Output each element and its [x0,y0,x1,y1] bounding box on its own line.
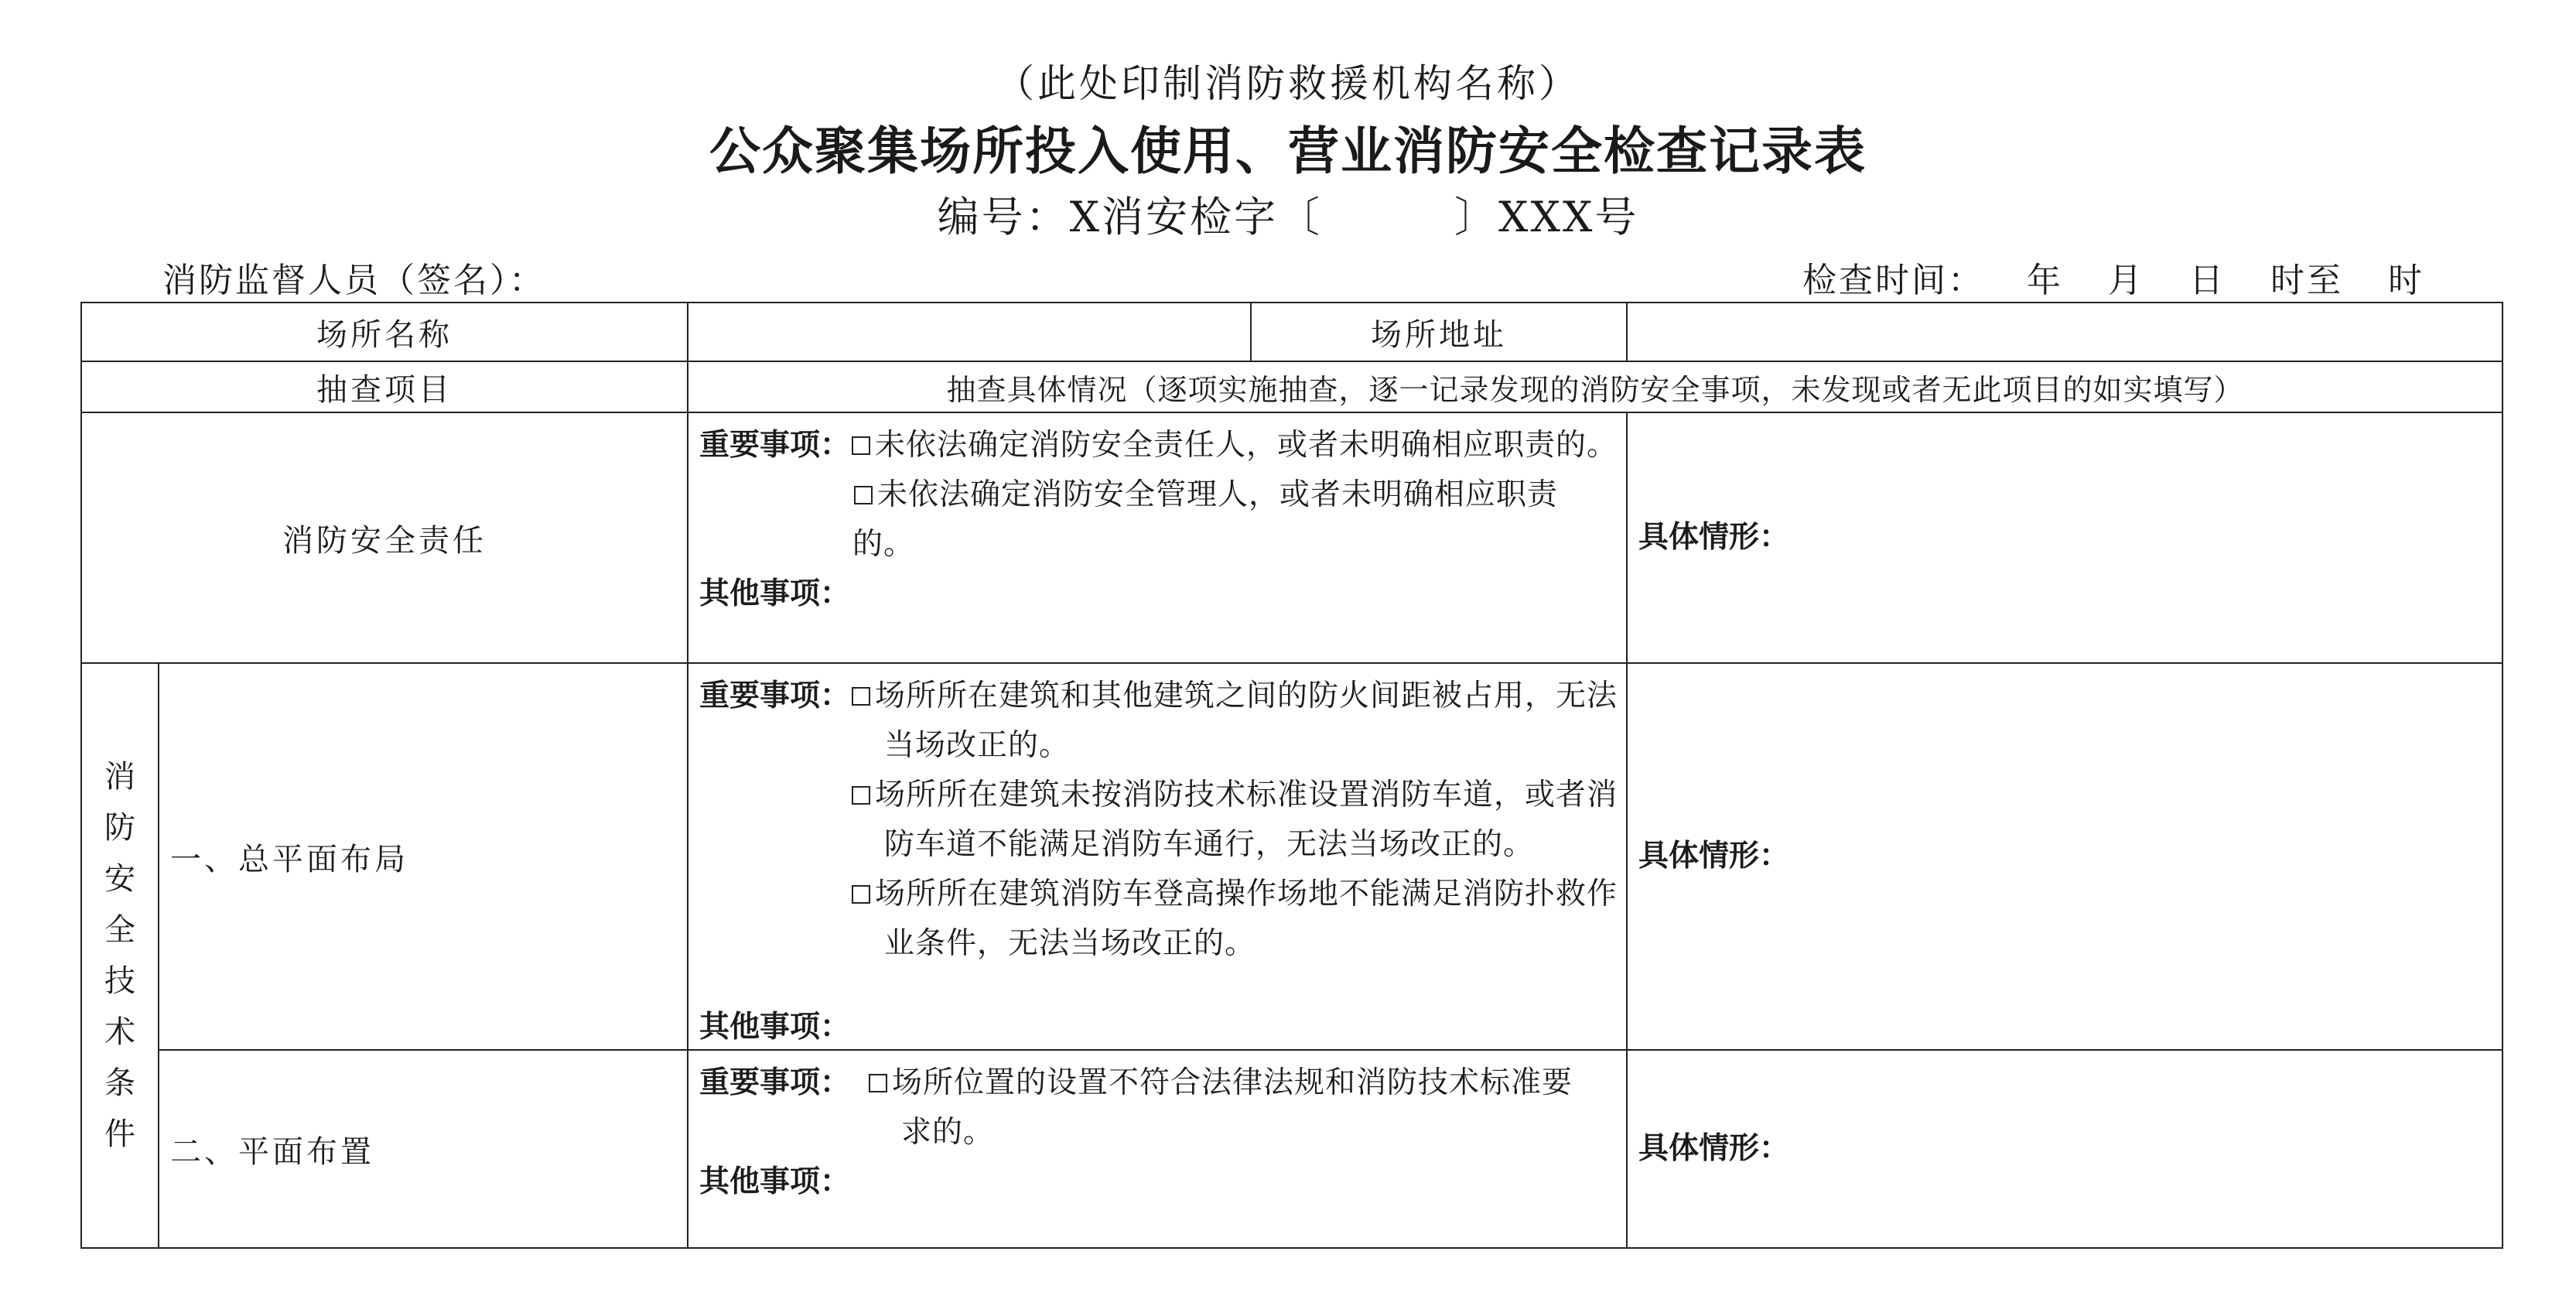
venue-name-label: 场所名称 [81,303,688,361]
group-char: 安 [104,861,135,897]
venue-name-field[interactable] [688,303,1251,361]
time-month: 月 [2108,261,2144,300]
checkbox[interactable] [869,1074,887,1092]
check-item-text: 场所位置的设置不符合法律法规和消防技术标准要求的。 [892,1065,1573,1150]
checkbox[interactable] [852,786,870,805]
check-item-header: 抽查项目 [81,361,688,412]
other-items-label: 其他事项： [699,1010,851,1044]
technical-conditions-group-label [81,663,159,1248]
group-char: 技 [104,963,135,999]
org-name-placeholder: （此处印制消防救援机构名称） [996,61,1580,106]
group-char: 条 [104,1065,135,1101]
time-from-hour: 时至 [2270,261,2343,300]
time-year: 年 [2027,261,2063,300]
venue-info-row [81,303,2503,361]
check-time-label: 检查时间： [1802,261,1984,300]
venue-address-field[interactable] [1627,303,2503,361]
check-detail-header: 抽查具体情况（逐项实施抽查，逐一记录发现的消防安全事项，未发现或者无此项目的如实填写） [688,361,2503,412]
checkbox[interactable] [852,687,870,706]
check-item-text: 未依法确定消防安全管理人，或者未明确相应职责的。 [852,477,1559,562]
venue-address-label: 场所地址 [1251,303,1627,361]
document-number: 编号：X消安检字〔 〕XXX号 [937,193,1639,241]
section-row-responsibility [81,412,2503,663]
form-title: 公众聚集场所投入使用、营业消防安全检查记录表 [709,121,1867,181]
check-item-text: 场所所在建筑和其他建筑之间的防火间距被占用，无法当场改正的。 [875,679,1618,763]
general-layout-details-cell[interactable] [688,663,1627,1050]
check-item-text: 场所所在建筑未按消防技术标准设置消防车道，或者消防车道不能满足消防车通行，无法当场改正的。 [875,778,1618,862]
important-items-label: 重要事项： [699,679,851,713]
checkbox[interactable] [852,885,870,904]
group-char: 术 [104,1014,135,1050]
inspector-signature-label: 消防监督人员（签名）： [162,261,545,300]
check-item-text: 场所所在建筑消防车登高操作场地不能满足消防扑救作业条件，无法当场改正的。 [875,877,1618,961]
situation-label: 具体情形： [1638,520,1790,555]
general-layout-situation-cell[interactable] [1627,663,2503,1050]
section-label-floor-layout: 二、平面布置 [159,1050,688,1248]
group-char: 件 [104,1116,135,1152]
section-label-general-layout: 一、总平面布局 [159,663,688,1050]
important-items-label: 重要事项： [699,428,851,463]
floor-layout-details-cell[interactable] [688,1050,1627,1248]
time-to-hour: 时 [2388,261,2424,300]
situation-label: 具体情形： [1638,1131,1790,1166]
checkbox[interactable] [854,486,873,504]
responsibility-situation-cell[interactable] [1627,412,2503,663]
group-char: 防 [104,810,135,846]
check-time-fields [2027,252,2469,302]
column-header-row [81,361,2503,412]
section-row-floor-layout [81,1050,2503,1248]
inspection-record-table [80,302,2503,1249]
situation-label: 具体情形： [1638,839,1790,874]
important-items-label: 重要事项： [699,1065,851,1100]
section-label-responsibility: 消防安全责任 [81,412,688,663]
check-item-text: 未依法确定消防安全责任人，或者未明确相应职责的。 [875,428,1618,463]
other-items-label: 其他事项： [699,1164,851,1199]
floor-layout-situation-cell[interactable] [1627,1050,2503,1248]
responsibility-details-cell[interactable] [688,412,1627,663]
section-row-general-layout [81,663,2503,1050]
checkbox[interactable] [852,436,870,455]
group-char: 消 [104,759,135,795]
other-items-label: 其他事项： [699,576,851,611]
time-day: 日 [2189,261,2226,300]
group-char: 全 [104,912,135,948]
